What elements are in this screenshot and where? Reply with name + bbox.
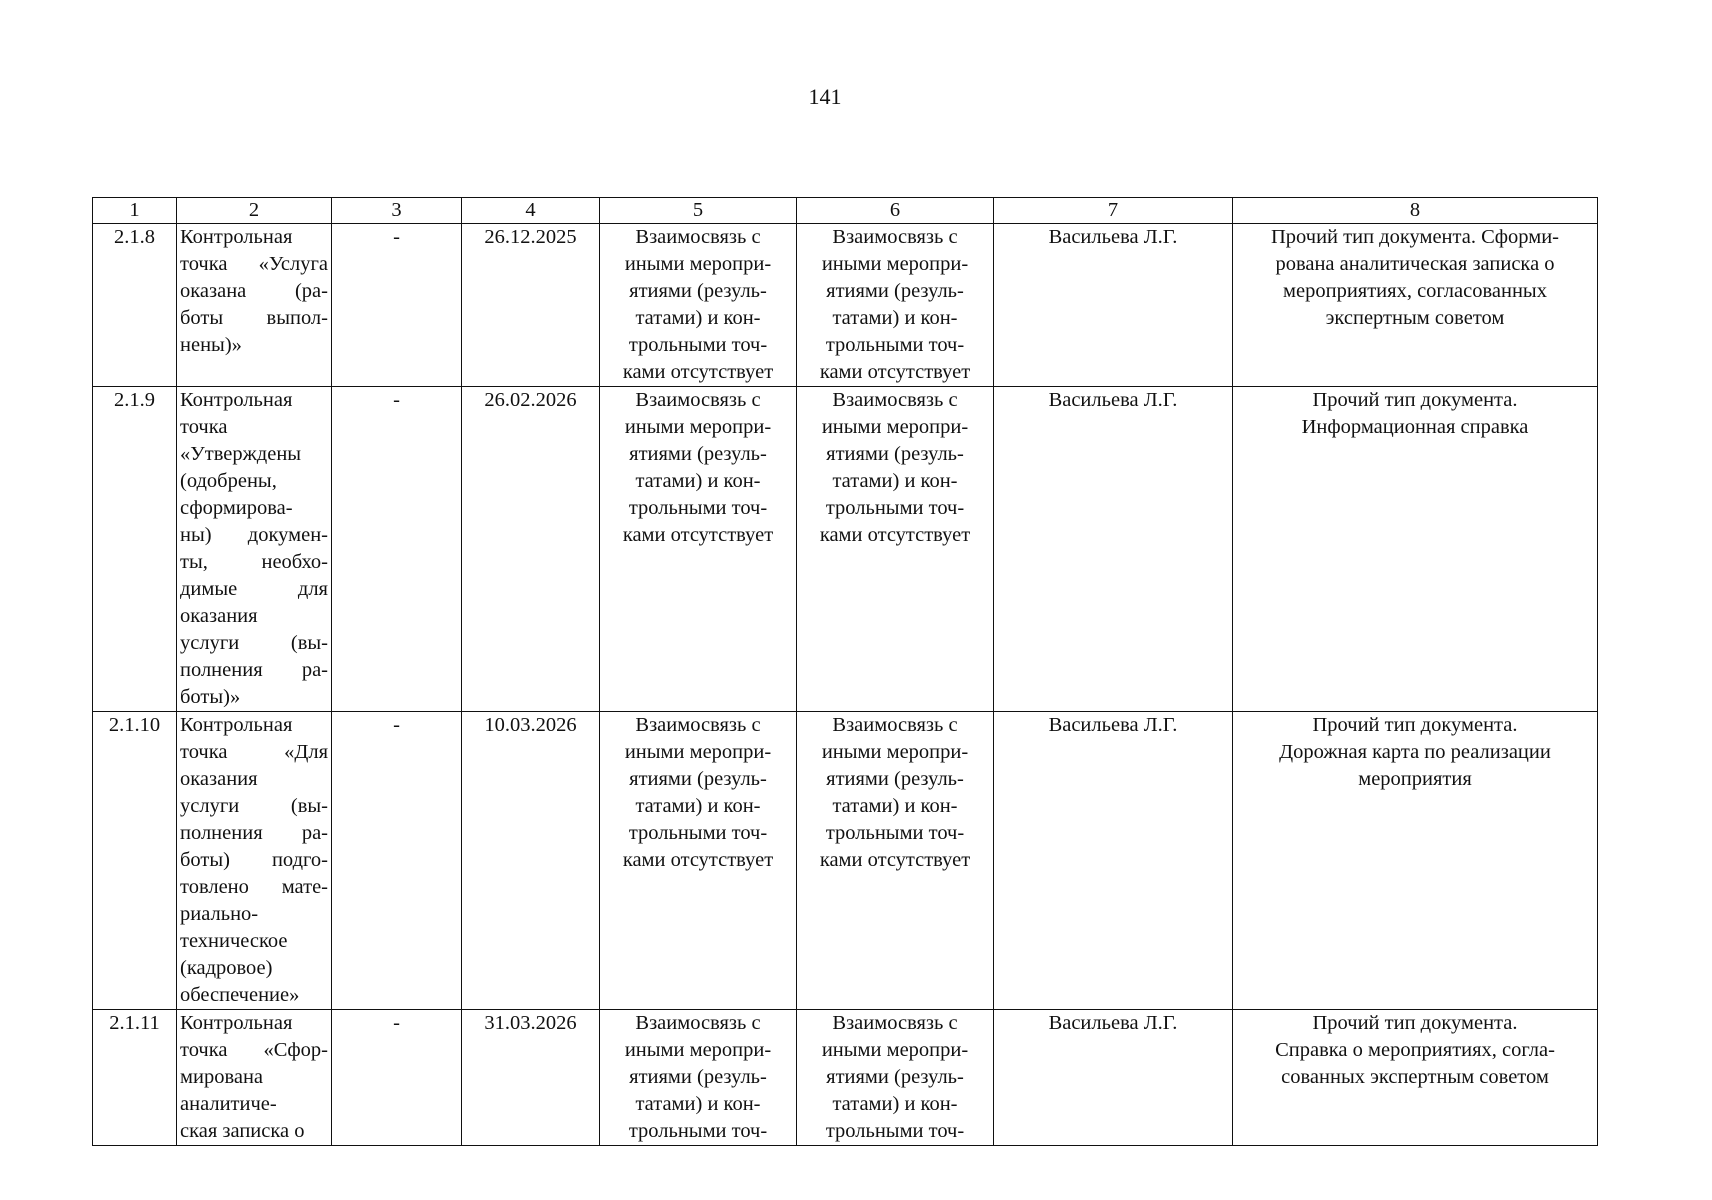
- cell-text: 31.03.2026: [484, 1012, 577, 1034]
- responsible-cell: [994, 224, 1233, 387]
- cell-line: ятиями (резуль-: [629, 280, 767, 302]
- column-3-cell: [332, 1010, 462, 1146]
- cell-line: ками отсутствует: [819, 849, 971, 871]
- cell-line: нены)»: [180, 334, 242, 356]
- cell-text: -: [393, 714, 400, 736]
- cell-line: татами) и кон-: [832, 307, 958, 329]
- cell-line: татами) и кон-: [832, 1093, 958, 1115]
- column-header-3: 3: [332, 198, 462, 224]
- cell-text: Васильева Л.Г.: [1048, 714, 1178, 736]
- table-header-row: [93, 198, 1598, 224]
- cell-line: ская записка о: [180, 1120, 305, 1142]
- cell-text: Васильева Л.Г.: [1048, 226, 1178, 248]
- relationship-cell: [600, 1010, 797, 1146]
- responsible-cell: [994, 1010, 1233, 1146]
- document-type-cell: [1233, 387, 1598, 712]
- column-header-7: 7: [994, 198, 1233, 224]
- cell-line: полнения ра-: [180, 822, 328, 844]
- cell-line: боты)»: [180, 686, 241, 708]
- cell-line: Взаимосвязь с: [635, 226, 761, 248]
- cell-line: мероприятиях, согласованных: [1283, 280, 1547, 302]
- cell-content: [96, 1010, 173, 1145]
- relationship-cell: [797, 387, 994, 712]
- cell-line: иными меропри-: [821, 1039, 969, 1061]
- cell-line: точка «Услуга: [180, 253, 328, 275]
- cell-line: татами) и кон-: [635, 1093, 761, 1115]
- cell-line: татами) и кон-: [635, 470, 761, 492]
- cell-line: ты, необхо-: [180, 551, 328, 573]
- cell-line: татами) и кон-: [635, 307, 761, 329]
- cell-line: татами) и кон-: [832, 795, 958, 817]
- cell-content: [335, 1010, 458, 1145]
- table-row: [93, 224, 1598, 387]
- column-header-4: 4: [462, 198, 600, 224]
- column-header-6: 6: [797, 198, 994, 224]
- responsible-cell: [994, 387, 1233, 712]
- cell-line: оказания: [180, 768, 258, 790]
- date-cell: [462, 712, 600, 1010]
- cell-line: иными меропри-: [624, 741, 772, 763]
- column-3-cell: [332, 712, 462, 1010]
- cell-line: трольными точ-: [628, 497, 768, 519]
- cell-line: иными меропри-: [624, 416, 772, 438]
- control-point-name-cell: [177, 712, 332, 1010]
- date-cell: [462, 224, 600, 387]
- relationship-cell: [797, 712, 994, 1010]
- document-type-cell: [1233, 712, 1598, 1010]
- cell-line: (одобрены,: [180, 470, 277, 492]
- cell-line: услуги (вы-: [180, 795, 328, 817]
- cell-line: иными меропри-: [821, 253, 969, 275]
- cell-line: ны) докумен-: [180, 524, 328, 546]
- responsible-cell: [994, 712, 1233, 1010]
- cell-content: [603, 1010, 793, 1145]
- cell-line: иными меропри-: [624, 1039, 772, 1061]
- table-body: [93, 224, 1598, 1146]
- table-row: [93, 387, 1598, 712]
- cell-line: ками отсутствует: [819, 524, 971, 546]
- column-header-8: 8: [1233, 198, 1598, 224]
- relationship-cell: [797, 224, 994, 387]
- cell-line: Контрольная: [180, 714, 293, 736]
- cell-line: трольными точ-: [825, 822, 965, 844]
- relationship-cell: [797, 1010, 994, 1146]
- cell-text: 2.1.8: [114, 226, 155, 248]
- cell-content: [1236, 1010, 1594, 1145]
- cell-line: ятиями (резуль-: [629, 443, 767, 465]
- cell-line: ятиями (резуль-: [826, 443, 964, 465]
- cell-line: Взаимосвязь с: [635, 714, 761, 736]
- cell-line: иными меропри-: [821, 416, 969, 438]
- row-number-cell: [93, 387, 177, 712]
- page-number: 141: [808, 84, 842, 109]
- cell-line: трольными точ-: [628, 822, 768, 844]
- cell-text: Васильева Л.Г.: [1048, 1012, 1178, 1034]
- cell-text: 26.02.2026: [484, 389, 577, 411]
- cell-line: оказана (ра-: [180, 280, 328, 302]
- cell-line: татами) и кон-: [832, 470, 958, 492]
- cell-text: 26.12.2025: [484, 226, 577, 248]
- column-header-1: 1: [93, 198, 177, 224]
- cell-line: аналитиче-: [180, 1093, 277, 1115]
- cell-line: иными меропри-: [624, 253, 772, 275]
- cell-line: «Утверждены: [180, 443, 302, 465]
- cell-content: [465, 1010, 596, 1145]
- cell-line: Прочий тип документа.: [1312, 714, 1518, 736]
- cell-line: боты выпол-: [180, 307, 328, 329]
- cell-line: экспертным советом: [1325, 307, 1505, 329]
- cell-text: -: [393, 389, 400, 411]
- column-header-5: 5: [600, 198, 797, 224]
- cell-line: татами) и кон-: [635, 795, 761, 817]
- cell-line: Взаимосвязь с: [832, 226, 958, 248]
- cell-line: ками отсутствует: [622, 361, 774, 383]
- cell-line: точка «Сфор-: [180, 1039, 328, 1061]
- cell-line: ками отсутствует: [819, 361, 971, 383]
- cell-content: [800, 1010, 990, 1145]
- cell-line: ятиями (резуль-: [826, 280, 964, 302]
- cell-line: димые для: [180, 578, 328, 600]
- cell-line: трольными точ-: [628, 334, 768, 356]
- cell-line: трольными точ-: [825, 497, 965, 519]
- document-type-cell: [1233, 1010, 1598, 1146]
- cell-line: Контрольная: [180, 1012, 293, 1034]
- document-type-cell: [1233, 224, 1598, 387]
- cell-line: услуги (вы-: [180, 632, 328, 654]
- relationship-cell: [600, 224, 797, 387]
- cell-line: обеспечение»: [180, 984, 300, 1006]
- row-number-cell: [93, 712, 177, 1010]
- cell-text: 2.1.10: [108, 714, 161, 736]
- cell-line: оказания: [180, 605, 258, 627]
- cell-line: мирована: [180, 1066, 264, 1088]
- cell-line: рована аналитическая записка о: [1275, 253, 1555, 275]
- cell-line: риально-: [180, 903, 259, 925]
- cell-line: Контрольная: [180, 226, 293, 248]
- cell-line: мероприятия: [1358, 768, 1472, 790]
- cell-text: 2.1.11: [109, 1012, 160, 1034]
- control-point-name-cell: [177, 387, 332, 712]
- cell-line: точка «Для: [180, 741, 328, 763]
- cell-line: Дорожная карта по реализации: [1279, 741, 1551, 763]
- column-3-cell: [332, 224, 462, 387]
- cell-line: Прочий тип документа.: [1312, 1012, 1518, 1034]
- cell-line: ками отсутствует: [622, 524, 774, 546]
- cell-line: (кадровое): [180, 957, 273, 979]
- cell-line: трольными точ-: [825, 1120, 965, 1142]
- cell-line: боты) подго-: [180, 849, 328, 871]
- cell-line: Контрольная: [180, 389, 293, 411]
- cell-line: Справка о мероприятиях, согла-: [1275, 1039, 1555, 1061]
- cell-line: Прочий тип документа.: [1312, 389, 1518, 411]
- date-cell: [462, 387, 600, 712]
- relationship-cell: [600, 712, 797, 1010]
- cell-text: -: [393, 226, 400, 248]
- cell-text: Васильева Л.Г.: [1048, 389, 1178, 411]
- date-cell: [462, 1010, 600, 1146]
- cell-line: ятиями (резуль-: [826, 1066, 964, 1088]
- cell-text: 10.03.2026: [484, 714, 577, 736]
- column-3-cell: [332, 387, 462, 712]
- cell-line: ятиями (резуль-: [629, 1066, 767, 1088]
- row-number-cell: [93, 1010, 177, 1146]
- cell-line: Взаимосвязь с: [832, 389, 958, 411]
- cell-line: техническое: [180, 930, 288, 952]
- cell-line: иными меропри-: [821, 741, 969, 763]
- cell-line: Взаимосвязь с: [635, 389, 761, 411]
- cell-line: ками отсутствует: [622, 849, 774, 871]
- cell-line: полнения ра-: [180, 659, 328, 681]
- cell-line: Информационная справка: [1301, 416, 1529, 438]
- cell-line: Взаимосвязь с: [832, 1012, 958, 1034]
- cell-line: ятиями (резуль-: [629, 768, 767, 790]
- cell-line: трольными точ-: [825, 334, 965, 356]
- cell-content: [997, 1010, 1229, 1145]
- cell-line: трольными точ-: [628, 1120, 768, 1142]
- cell-text: -: [393, 1012, 400, 1034]
- cell-text: 2.1.9: [114, 389, 155, 411]
- cell-line: сованных экспертным советом: [1281, 1066, 1549, 1088]
- table-row: [93, 712, 1598, 1010]
- row-number-cell: [93, 224, 177, 387]
- cell-line: Взаимосвязь с: [635, 1012, 761, 1034]
- control-point-name-cell: [177, 224, 332, 387]
- cell-line: Прочий тип документа. Сформи-: [1270, 226, 1560, 248]
- cell-line: ятиями (резуль-: [826, 768, 964, 790]
- column-header-2: 2: [177, 198, 332, 224]
- cell-line: сформирова-: [180, 497, 293, 519]
- cell-line: Взаимосвязь с: [832, 714, 958, 736]
- cell-line: точка: [180, 416, 228, 438]
- cell-content: [180, 1010, 328, 1145]
- control-points-table: [92, 197, 1598, 1146]
- control-point-name-cell: [177, 1010, 332, 1146]
- table-row: [93, 1010, 1598, 1146]
- relationship-cell: [600, 387, 797, 712]
- cell-line: товлено мате-: [180, 876, 328, 898]
